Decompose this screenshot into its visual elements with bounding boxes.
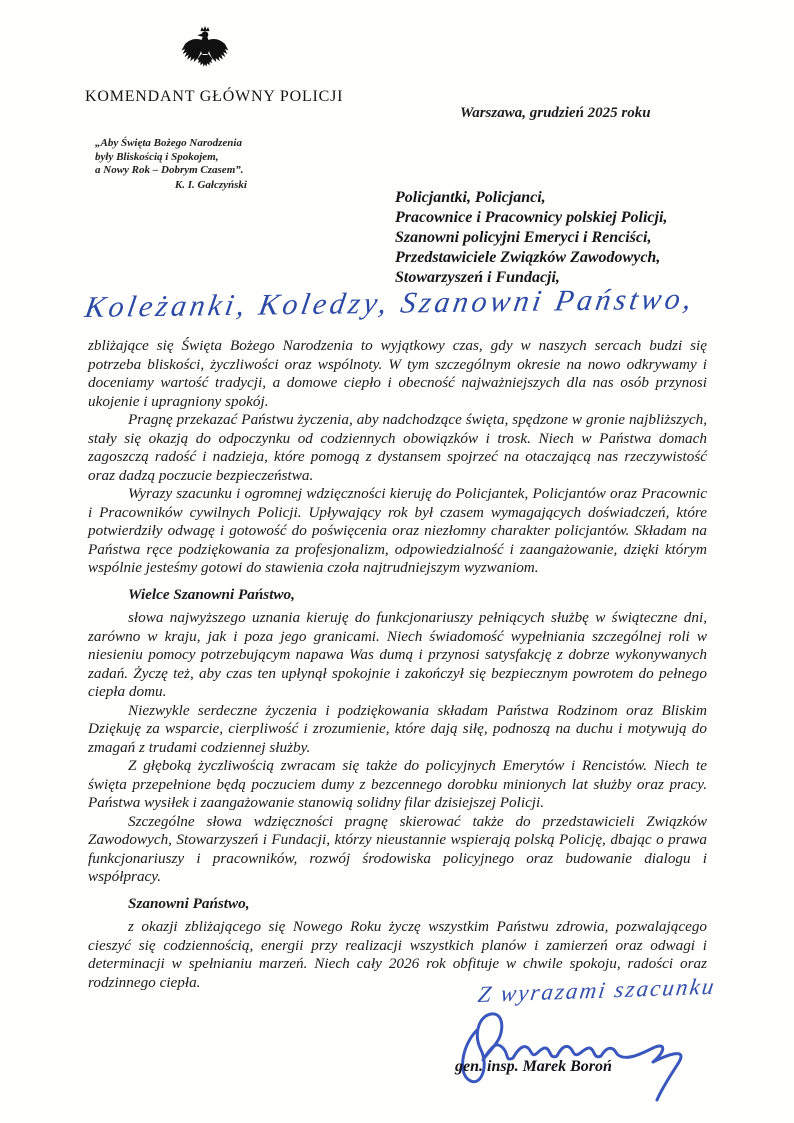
body-paragraph: słowa najwyższego uznania kieruję do funkcjonariuszy pełniących służbę w świąteczne dni, zarówno w kraju, jak i poza jego granicami. Niech świadomość wypełniania szczególnej roli w niesieniu pomocy potrzebującym napawa Was dumą i przynosi satysfakcję z dobrze wykonywanych zadań. Życzę też, aby czas ten upłynął spokojnie i zakończył się bezpiecznym powrotem do pełnego ciepła domu. [88, 609, 707, 700]
addressee-line: Pracownice i Pracownicy polskiej Policji, [395, 209, 668, 226]
body-paragraph: zbliżające się Święta Bożego Narodzenia to wyjątkowy czas, gdy w naszych sercach budzi się potrzeba bliskości, życzliwości oraz wspólnoty. W tym szczególnym okresie na nowo odkrywamy i doceniamy wartość tradycji, a domowe ciepło i obecność najważniejszych dla nas osób przynosi ukojenie i upragniony spokój. [88, 337, 707, 410]
sender-title: KOMENDANT GŁÓWNY POLICJI [85, 88, 344, 105]
addressees-block [395, 188, 667, 288]
letter-body [88, 337, 707, 992]
addressee-line: Stowarzyszeń i Fundacji, [395, 269, 560, 286]
addressee-line: Szanowni policyjni Emeryci i Renciści, [395, 229, 652, 246]
addressee-line: Przedstawiciele Związków Zawodowych, [395, 249, 661, 266]
salutation: Wielce Szanowni Państwo, [128, 585, 295, 603]
place-date: Warszawa, grudzień 2025 roku [460, 105, 651, 121]
body-paragraph: z okazji zbliżającego się Nowego Roku życzę wszystkim Państwu zdrowia, pozwalającego cieszyć się codziennością, energii przy realizacji wszystkich planów i zamierzeń oraz odwagi i determinacji w spełnianiu marzeń. Niech cały 2026 rok obfituje w chwile spokoju, radości oraz rodzinnego ciepła. [88, 918, 707, 991]
body-paragraph: Wyrazy szacunku i ogromnej wdzięczności kieruję do Policjantek, Policjantów oraz Pracownic i Pracowników cywilnych Policji. Upływający rok był czasem wymagających doświadczeń, które potwierdziły odwagę i gotowość do poświęcenia oraz niezłomny charakter policjantów. Składam na Państwa ręce podziękowania za profesjonalizm, odpowiedzialność i zaangażowanie, dzięki którym wspólnie jesteśmy gotowi do stawienia czoła najtrudniejszym wyzwaniom. [88, 485, 707, 576]
motto-line: były Bliskością i Spokojem, [95, 150, 219, 163]
polish-eagle-emblem-icon [177, 25, 233, 84]
motto-author: K. I. Gałczyński [174, 178, 247, 191]
signatory-name: gen. insp. Marek Boroń [455, 1058, 612, 1075]
motto-line: „Aby Święta Bożego Narodzenia [95, 137, 242, 149]
salutation: Szanowni Państwo, [128, 894, 250, 912]
body-paragraph: Z głęboką życzliwością zwracam się także do policyjnych Emerytów i Rencistów. Niech te święta przepełnione będą poczuciem dumy z bezcennego dorobku minionych lat służby oraz pracy. Państwa wysiłek i zaangażowanie stanowią solidny filar dzisiejszej Policji. [88, 757, 707, 811]
body-paragraph: Szczególne słowa wdzięczności pragnę skierować także do przedstawicieli Związków Zawodowych, Stowarzyszeń i Fundacji, którzy nieustannie wspierają polską Policję, dbając o prawa funkcjonariuszy i pracowników, rozwój środowiska policyjnego oraz budowanie dialogu i współpracy. [88, 812, 707, 885]
motto-line: a Nowy Rok – Dobrym Czasem”. [95, 164, 244, 176]
handwritten-greeting: Koleżanki, Koledzy, Szanowni Państwo, [82, 282, 698, 324]
body-paragraph: Niezwykle serdeczne życzenia i podziękowania składam Państwa Rodzinom oraz Bliskim Dziękuję za wsparcie, cierpliwość i zrozumienie, które dają siłę, podnoszą na duchu i motywują do zmagań z trudami codziennej służby. [88, 701, 707, 756]
motto-quote [95, 137, 247, 192]
body-paragraph: Pragnę przekazać Państwu życzenia, aby nadchodzące święta, spędzone w gronie najbliższych, stały się okazją do odpoczynku od codziennych obowiązków i trosk. Niech w Państwa domach zagoszczą radość i nadzieja, które pomogą z dystansem spojrzeć na otaczającą nas rzeczywistość oraz dadzą poczucie bezpieczeństwa. [88, 411, 707, 484]
handwritten-closing: Z wyrazami szacunku [476, 973, 718, 1007]
addressee-line: Policjantki, Policjanci, [395, 189, 546, 206]
